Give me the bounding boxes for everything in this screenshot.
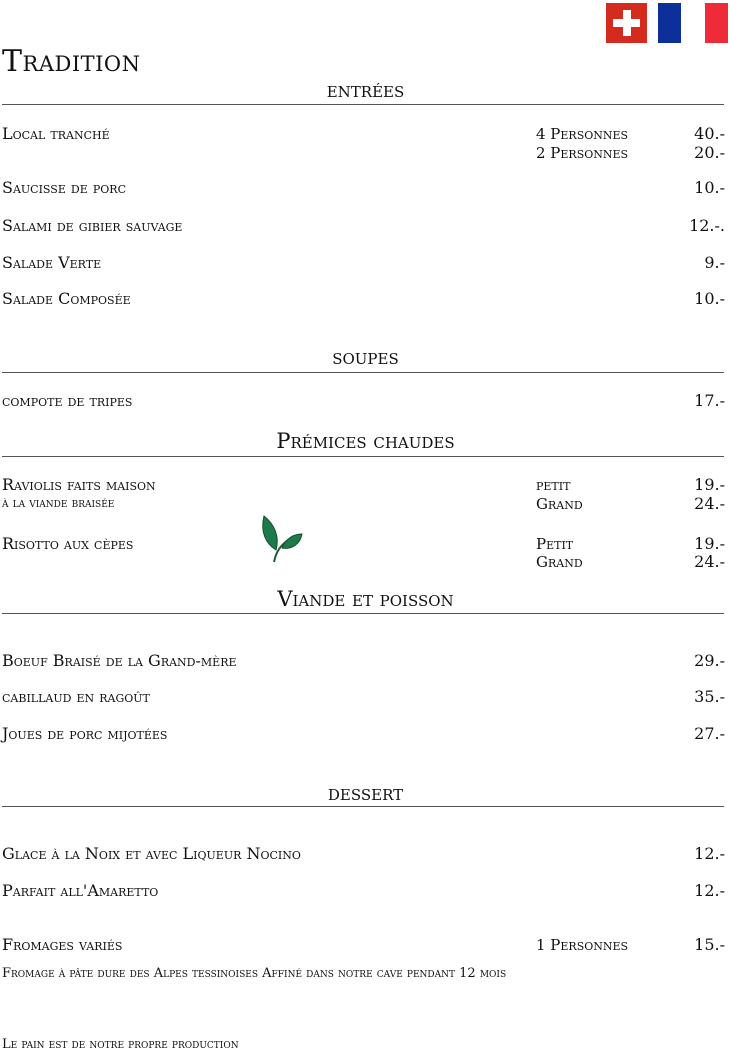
menu-item-name: cabillaud en ragoût xyxy=(2,687,150,706)
menu-item-description: Fromage à pâte dure des Alpes tessinoises Affiné dans notre cave pendant 12 mois xyxy=(2,966,507,981)
footer-note: Le pain est de notre propre production xyxy=(2,1037,239,1052)
menu-item-name: Salami de gibier sauvage xyxy=(2,216,183,235)
menu-item-price: 17.- xyxy=(694,391,725,410)
menu-item-name: Boeuf Braisé de la Grand-mère xyxy=(2,651,237,670)
menu-item-name: Local tranché xyxy=(2,124,110,143)
divider xyxy=(2,456,724,457)
section-heading-viande: Viande et poisson xyxy=(277,587,454,611)
menu-item-option: 2 Personnes xyxy=(536,144,629,162)
section-heading-dessert: dessert xyxy=(327,781,404,805)
menu-item-name: Joues de porc mijotées xyxy=(2,724,168,743)
divider xyxy=(2,613,724,614)
menu-item-name: Salade Composée xyxy=(2,289,131,308)
menu-item-price: 19.- xyxy=(694,475,725,494)
menu-item-option: 1 Personnes xyxy=(536,936,629,954)
leaf-icon xyxy=(258,514,306,566)
menu-item-option: Petit xyxy=(536,535,574,553)
page-title: Tradition xyxy=(2,44,141,79)
menu-item-name: Raviolis faits maison xyxy=(2,475,156,494)
menu-item-name: compote de tripes xyxy=(2,391,133,410)
section-heading-entrees: entrées xyxy=(326,78,405,102)
menu-item-name: Risotto aux cèpes xyxy=(2,534,134,553)
french-flag-icon xyxy=(658,3,728,43)
menu-item-price: 12.-. xyxy=(689,216,725,235)
menu-item-name: Glace à la Noix et avec Liqueur Nocino xyxy=(2,844,301,863)
menu-item-price: 9.- xyxy=(704,253,725,272)
menu-item-price: 10.- xyxy=(694,178,725,197)
divider xyxy=(2,806,724,807)
menu-item-name: Parfait all'Amaretto xyxy=(2,881,159,900)
menu-item-price: 40.- xyxy=(694,124,725,143)
menu-item-price: 27.- xyxy=(694,724,725,743)
menu-item-price: 29.- xyxy=(694,651,725,670)
divider xyxy=(2,372,724,373)
menu-item-option: petit xyxy=(536,476,571,494)
menu-item-price: 15.- xyxy=(694,935,725,954)
menu-item-option: Grand xyxy=(536,553,583,571)
menu-item-price: 12.- xyxy=(694,844,725,863)
menu-item-price: 19.- xyxy=(694,534,725,553)
section-heading-premices: Prémices chaudes xyxy=(276,429,455,453)
menu-item-name: Salade Verte xyxy=(2,253,102,272)
menu-item-name: Fromages variés xyxy=(2,935,123,954)
menu-item-option: Grand xyxy=(536,495,583,513)
menu-item-price: 12.- xyxy=(694,881,725,900)
section-heading-soupes: soupes xyxy=(332,345,399,369)
menu-item-name: Saucisse de porc xyxy=(2,178,126,197)
divider xyxy=(2,104,724,105)
menu-item-price: 24.- xyxy=(694,494,725,513)
menu-item-description: à la viande braisée xyxy=(2,496,115,511)
menu-item-price: 35.- xyxy=(694,687,725,706)
swiss-flag-icon xyxy=(606,3,647,43)
menu-item-option: 4 Personnes xyxy=(536,125,629,143)
menu-item-price: 10.- xyxy=(694,289,725,308)
menu-item-price: 24.- xyxy=(694,552,725,571)
menu-item-price: 20.- xyxy=(694,143,725,162)
